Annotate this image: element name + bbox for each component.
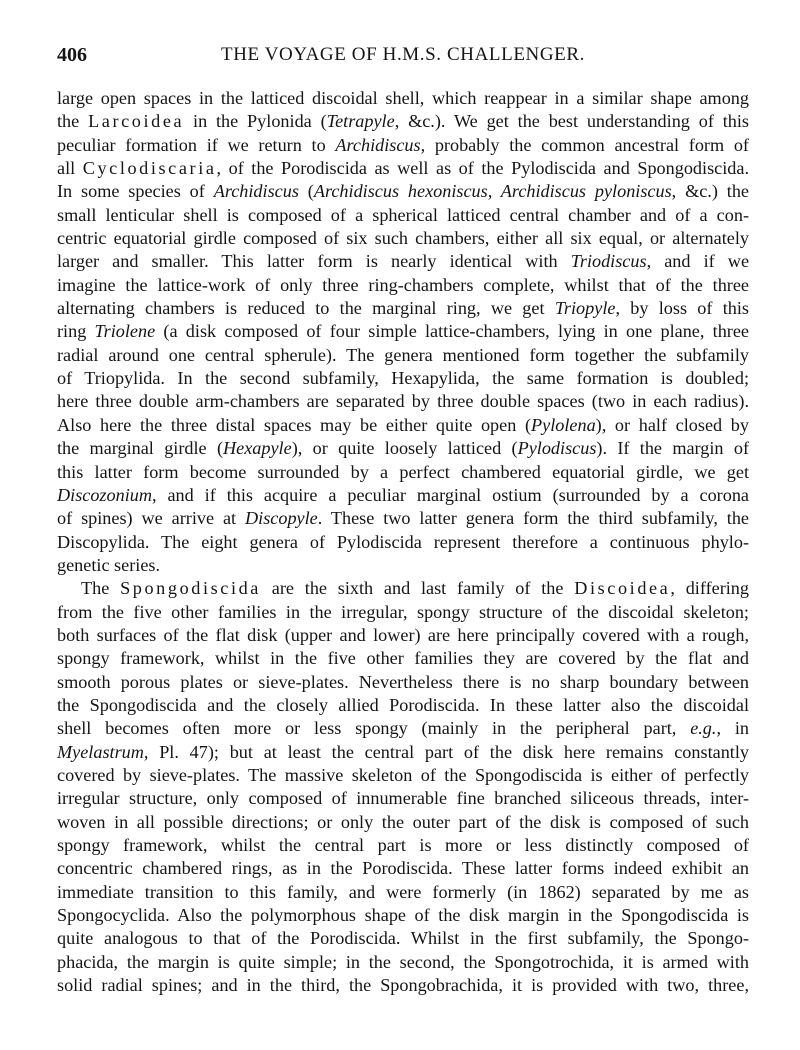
italic-term: Pylodiscus xyxy=(517,438,597,459)
spaced-term: Spongodiscida xyxy=(120,578,261,599)
text-line xyxy=(57,857,749,880)
text-run: , &c.) the xyxy=(671,181,750,202)
text-run: the xyxy=(57,111,89,132)
text-line xyxy=(57,601,749,624)
text-line xyxy=(57,927,749,950)
text-run: Also here the three distal spaces may be either quite open ( xyxy=(57,414,532,435)
text-run: ), or quite loosely latticed ( xyxy=(291,438,518,459)
text-line xyxy=(57,834,749,857)
text-line xyxy=(57,507,749,530)
text-run: solid radial spines; and in the third, the Spongobrachida, it is provided with two, three, xyxy=(57,975,749,996)
text-run: this latter form become surrounded by a perfect chambered equatorial girdle, we get xyxy=(57,461,749,482)
text-line xyxy=(57,717,749,740)
italic-term: Pylolena xyxy=(531,414,596,435)
text-run: , probably the common ancestral form of xyxy=(420,134,749,155)
text-line xyxy=(57,344,749,367)
text-line xyxy=(57,250,749,273)
text-run: immediate transition to this family, and were formerly (in 1862) separated by me as xyxy=(57,881,749,902)
text-line xyxy=(57,694,749,717)
italic-term: Myelastrum xyxy=(57,741,144,762)
text-line xyxy=(57,904,749,927)
text-run: , Pl. 47); but at least the central part of the disk here remains constantly xyxy=(143,741,749,762)
text-line xyxy=(57,671,749,694)
text-line xyxy=(57,647,749,670)
text-line xyxy=(57,437,749,460)
text-run: in the Pylonida ( xyxy=(184,111,327,132)
spaced-term: Larcoidea xyxy=(88,111,185,132)
text-run: woven in all possible directions; or only the outer part of the disk is composed of such xyxy=(57,811,749,832)
text-run: , of the Porodiscida as well as of the Pylodiscida and Spongodiscida. xyxy=(216,158,749,179)
italic-term: Triolene xyxy=(94,321,156,342)
text-run: are the sixth and last family of the xyxy=(260,578,575,599)
text-run: the marginal girdle ( xyxy=(57,438,224,459)
text-run: large open spaces in the latticed discoidal shell, which reappear in a similar shape among xyxy=(57,88,749,108)
text-line xyxy=(57,484,749,507)
text-run: larger and smaller. This latter form is nearly identical with xyxy=(57,251,571,272)
text-run: irregular structure, only composed of innumerable fine branched siliceous threads, inter- xyxy=(57,788,749,809)
text-line xyxy=(57,134,749,157)
text-line xyxy=(57,274,749,297)
text-run: , by loss of this xyxy=(615,298,750,319)
text-run: ). If the margin of xyxy=(596,438,750,459)
running-title: THE VOYAGE OF H.M.S. CHALLENGER. xyxy=(220,44,586,65)
text-run: spongy framework, whilst in the five other families they are covered by the flat and xyxy=(57,648,749,669)
text-line xyxy=(57,320,749,343)
text-run: of Triopylida. In the second subfamily, Hexapylida, the same formation is doubled; xyxy=(57,368,749,389)
text-run: ( xyxy=(298,181,314,202)
text-run: both surfaces of the flat disk (upper and lower) are here principally covered with a rough, xyxy=(57,624,749,645)
text-run: , and if this acquire a peculiar marginal ostium (surrounded by a corona xyxy=(151,484,749,505)
text-run: , in xyxy=(716,718,749,739)
italic-term: Archidiscus xyxy=(213,181,299,202)
text-line xyxy=(57,554,749,577)
text-run: , and if we xyxy=(646,251,750,272)
text-run: In some species of xyxy=(57,181,214,202)
text-run: shell becomes often more or less spongy (mainly in the peripheral part, xyxy=(57,718,691,739)
text-line xyxy=(57,414,749,437)
text-line xyxy=(57,367,749,390)
text-run: concentric chambered rings, as in the Porodiscida. These latter forms indeed exhibit an xyxy=(57,858,749,879)
text-run: radial around one central spherule). The genera mentioned form together the subfamily xyxy=(57,344,749,365)
text-run: Discopylida. The eight genera of Pylodiscida represent therefore a continuous phylo- xyxy=(57,531,749,552)
text-line xyxy=(57,951,749,974)
text-run: quite analogous to that of the Porodiscida. Whilst in the first subfamily, the Spongo- xyxy=(57,928,749,949)
text-run: The xyxy=(81,578,121,599)
text-run: , &c.). We get the best understanding of this xyxy=(394,111,749,132)
text-run: Spongocyclida. Also the polymorphous shape of the disk margin in the Spongodiscida is xyxy=(57,905,749,926)
text-run: peculiar formation if we return to xyxy=(57,134,336,155)
text-line xyxy=(57,461,749,484)
text-run: imagine the lattice-work of only three ring-chambers complete, whilst that of the three xyxy=(57,274,749,295)
spaced-term: Discoidea xyxy=(574,578,671,599)
text-run: phacida, the margin is quite simple; in the second, the Spongotrochida, it is armed with xyxy=(57,951,749,972)
text-run: all xyxy=(57,158,83,179)
text-run: alternating chambers is reduced to the marginal ring, we get xyxy=(57,298,555,319)
italic-term: e.g. xyxy=(690,718,717,739)
text-run: . These two latter genera form the third subfamily, the xyxy=(317,508,750,529)
italic-term: Hexapyle xyxy=(223,438,292,459)
italic-term: Discopyle xyxy=(245,508,318,529)
page-number: 406 xyxy=(57,44,87,66)
text-line xyxy=(57,180,749,203)
text-line xyxy=(57,157,749,180)
text-run: smooth porous plates or sieve-plates. Nevertheless there is no sharp boundary between xyxy=(57,671,749,692)
text-run: here three double arm-chambers are separated by three double spaces (two in each radius). xyxy=(57,391,749,412)
text-run: spongy framework, whilst the central part is more or less distinctly composed of xyxy=(57,835,749,855)
text-line xyxy=(57,531,749,554)
spaced-term: Cyclodiscaria xyxy=(82,158,217,179)
italic-term: Triopyle xyxy=(554,298,616,319)
text-line xyxy=(57,811,749,834)
body-text xyxy=(57,87,749,997)
text-line xyxy=(57,110,749,133)
text-run: centric equatorial girdle composed of six such chambers, either all six equal, or alternately xyxy=(57,228,749,249)
text-line xyxy=(57,787,749,810)
text-line xyxy=(57,764,749,787)
italic-term: Archidiscus hexoniscus, Archidiscus pyloniscus xyxy=(313,181,672,202)
text-line xyxy=(57,577,749,600)
text-line xyxy=(57,204,749,227)
page-header xyxy=(57,44,749,74)
text-run: genetic series. xyxy=(57,554,161,575)
text-run: (a disk composed of four simple lattice-chambers, lying in one plane, three xyxy=(155,321,749,342)
text-line xyxy=(57,297,749,320)
italic-term: Triodiscus xyxy=(570,251,647,272)
text-run: the Spongodiscida and the closely allied Porodiscida. In these latter also the discoidal xyxy=(57,694,749,715)
italic-term: Archidiscus xyxy=(335,134,421,155)
text-run: covered by sieve-plates. The massive skeleton of the Spongodiscida is either of perfectly xyxy=(57,764,749,785)
text-run: ), or half closed by xyxy=(595,414,749,435)
text-line xyxy=(57,974,749,997)
text-run: ring xyxy=(57,321,95,342)
italic-term: Tetrapyle xyxy=(326,111,395,132)
text-run: small lenticular shell is composed of a spherical latticed central chamber and of a con- xyxy=(57,204,749,225)
text-run: from the five other families in the irregular, spongy structure of the discoidal skeleton; xyxy=(57,601,749,622)
text-run: , differing xyxy=(670,578,749,599)
text-line xyxy=(57,87,749,110)
text-line xyxy=(57,881,749,904)
text-line xyxy=(57,741,749,764)
italic-term: Discozonium xyxy=(57,484,152,505)
text-line xyxy=(57,624,749,647)
text-line xyxy=(57,227,749,250)
text-line xyxy=(57,390,749,413)
text-run: of spines) we arrive at xyxy=(57,508,246,529)
